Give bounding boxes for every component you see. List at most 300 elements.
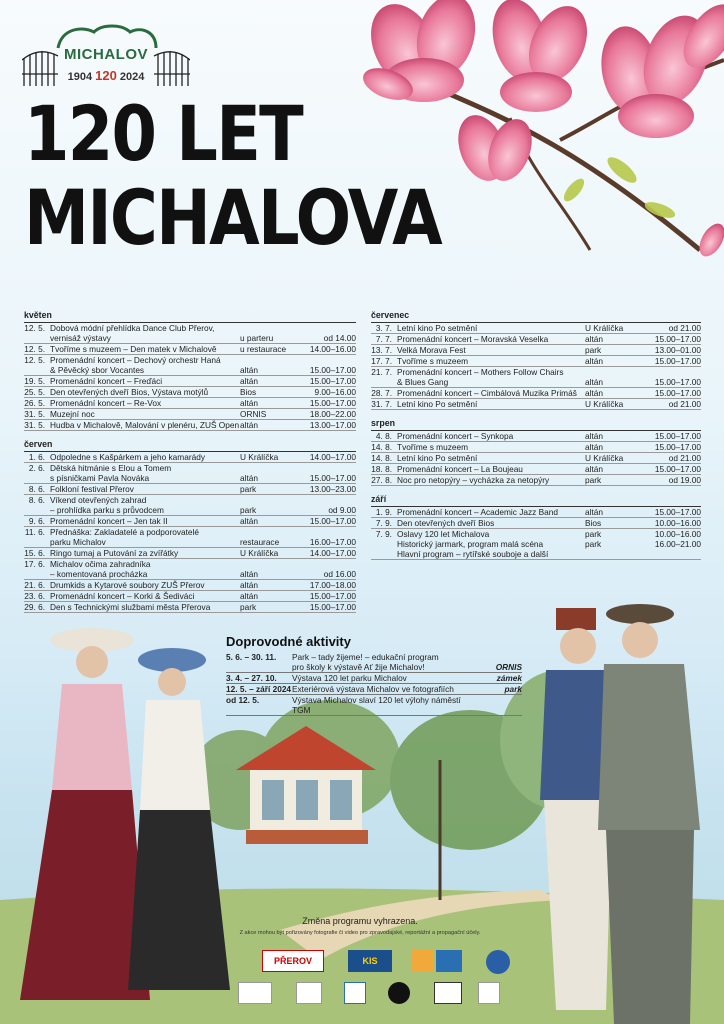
event-place-text: Bios (585, 518, 602, 528)
event-title (395, 453, 585, 463)
logo-year-start: 1904 (67, 71, 93, 83)
event-place (585, 529, 647, 559)
event-title-line: Michalov očima zahradníka (50, 559, 151, 569)
event-place (240, 420, 302, 430)
event-row (371, 442, 701, 453)
schedule-left (24, 308, 356, 613)
michalov-logo (22, 24, 190, 90)
event-place (585, 475, 647, 485)
event-date: 21. 6. (24, 580, 45, 590)
event-title-line: Tvoříme s muzeem – Den matek v Michalově (50, 344, 217, 354)
event-place (585, 334, 647, 344)
event-title (48, 484, 240, 494)
event-row (24, 409, 356, 420)
event-place-text: altán (240, 516, 258, 526)
event-place (240, 548, 302, 558)
event-title-line: Promenádní koncert – Re-Vox (50, 398, 162, 408)
event-place (240, 452, 302, 462)
spacer (302, 463, 356, 473)
event-place-text: altán (585, 388, 603, 398)
event-title-line: & Pěvěcký sbor Vocantes (50, 365, 145, 375)
event-date: 11. 6. (24, 527, 45, 537)
event-time-text: 9.00–16.00 (314, 387, 356, 397)
logo-year-mid: 120 (95, 68, 117, 83)
men-figures (540, 604, 700, 1024)
logo-year-end: 2024 (119, 71, 145, 83)
event-time (302, 420, 356, 430)
schedule-right (371, 308, 701, 560)
event-time (302, 548, 356, 558)
event-time-text: 16.00–17.00 (309, 537, 356, 547)
spacer (585, 367, 647, 377)
event-date: 8. 6. (28, 495, 45, 505)
event-row (371, 464, 701, 475)
event-row (24, 344, 356, 355)
event-time-text: 10.00–16.00 (654, 518, 701, 528)
month-heading: srpen (371, 418, 701, 431)
event-time (647, 453, 701, 463)
event-time-text: 14.00–17.00 (309, 548, 356, 558)
event-place-text: altán (240, 473, 258, 483)
event-place (240, 580, 302, 590)
event-time (647, 399, 701, 409)
poster-title (24, 89, 506, 262)
event-title (48, 495, 240, 515)
event-title (395, 356, 585, 366)
event-time (302, 387, 356, 397)
event-place (240, 495, 302, 515)
event-place (240, 409, 302, 419)
event-place (240, 516, 302, 526)
event-time (302, 516, 356, 526)
partner-logo-10 (434, 982, 462, 1004)
event-time (302, 376, 356, 386)
event-time (647, 367, 701, 387)
event-time-text: 15.00–17.00 (654, 507, 701, 517)
event-time (302, 580, 356, 590)
event-row (371, 367, 701, 388)
event-place-text: restaurace (240, 537, 280, 547)
event-time (302, 355, 356, 375)
program-change-note: Změna programu vyhrazena. (302, 916, 418, 926)
event-date: 4. 8. (375, 431, 392, 441)
event-title-line: Promenádní koncert – Synkopa (397, 431, 514, 441)
activity-row (226, 684, 522, 695)
event-title-line: & Blues Gang (397, 377, 449, 387)
event-title-line: Přednáška: Zakladatelé a podporovatelé (50, 527, 199, 537)
event-title-line: Den otevřených dveří Bios (397, 518, 495, 528)
activity-place (472, 684, 522, 694)
event-time (647, 507, 701, 517)
event-title-line: Dobová módní přehlídka Dance Club Přerov, (50, 323, 215, 333)
event-date: 1. 6. (28, 452, 45, 462)
event-time-text: od 14.00 (323, 333, 356, 343)
accompanying-list (226, 652, 522, 716)
event-title-line: Promenádní koncert – Academic Jazz Band (397, 507, 558, 517)
event-row (24, 420, 356, 431)
activity-title (292, 684, 472, 694)
event-time (647, 388, 701, 398)
accompanying-title: Doprovodné aktivity (226, 634, 351, 649)
event-place (585, 431, 647, 441)
event-row (24, 559, 356, 580)
event-time-text: 15.00–17.00 (654, 356, 701, 366)
event-row (371, 399, 701, 410)
event-time (647, 529, 701, 559)
event-place (240, 387, 302, 397)
event-title (48, 409, 240, 419)
event-title-line: Víkend otevřených zahrad (50, 495, 147, 505)
event-time-text: 15.00–17.00 (654, 464, 701, 474)
event-title-line: – komentovaná procházka (50, 569, 148, 579)
spacer (647, 367, 701, 377)
event-title-line: Velká Morava Fest (397, 345, 466, 355)
event-time-text: 13.00–17.00 (309, 420, 356, 430)
spacer (240, 463, 302, 473)
event-title-line: Dětská hitmánie s Elou a Tomem (50, 463, 172, 473)
partner-logo-8 (344, 982, 366, 1004)
activity-title-line: Exteriérová výstava Michalov ve fotografiích (292, 684, 454, 694)
event-time-text: 15.00–17.00 (654, 377, 701, 387)
event-title-line: Hudba v Michalově, Malování v plenéru, ZUŠ Open (50, 420, 240, 430)
event-time-text: 15.00–17.00 (654, 431, 701, 441)
activity-place-text: zámek (496, 673, 522, 683)
logo-name: MICHALOV (64, 46, 148, 63)
event-title (395, 507, 585, 517)
event-place-text: ORNIS (240, 409, 267, 419)
event-title (395, 431, 585, 441)
event-title-line: Folkloní festival Přerov (50, 484, 134, 494)
event-title-line: Historický jarmark, program malá scéna (397, 539, 544, 549)
activity-date: 12. 5. – září 2024 (226, 684, 292, 694)
partner-label: PŘEROV (273, 956, 312, 966)
event-time (302, 344, 356, 354)
event-time (647, 518, 701, 528)
event-place (585, 464, 647, 474)
month-heading: červenec (371, 310, 701, 323)
event-title-line: Promenádní koncert – Dechový orchestr Haná (50, 355, 221, 365)
event-row (24, 516, 356, 527)
event-title-line: Promenádní koncert – Jen tak II (50, 516, 168, 526)
event-date: 29. 6. (24, 602, 45, 612)
activity-place (472, 695, 522, 715)
event-row (24, 580, 356, 591)
event-time (647, 442, 701, 452)
event-row (371, 334, 701, 345)
event-place (585, 356, 647, 366)
event-place-text: park (240, 484, 257, 494)
spacer (302, 323, 356, 333)
event-title-line: Letní kino Po setmění (397, 323, 478, 333)
event-place-text: altán (585, 507, 603, 517)
event-time (647, 345, 701, 355)
event-place-text: U Králíčka (585, 399, 624, 409)
event-time-text: 15.00–17.00 (309, 602, 356, 612)
event-title-line: Promenádní koncert – La Boujeau (397, 464, 523, 474)
event-title (48, 398, 240, 408)
event-title (48, 548, 240, 558)
event-time-text: 14.00–16.00 (309, 344, 356, 354)
month-heading: květen (24, 310, 356, 323)
event-title (395, 529, 585, 559)
event-time (302, 398, 356, 408)
partner-logo-9 (388, 982, 410, 1004)
event-title (48, 452, 240, 462)
event-time-text: od 21.00 (668, 323, 701, 333)
event-row (24, 387, 356, 398)
month-heading: září (371, 494, 701, 507)
event-place (240, 398, 302, 408)
event-time-line: 10.00–16.00 (654, 529, 701, 539)
accompanying-activities (226, 634, 522, 716)
event-title (395, 518, 585, 528)
event-row (24, 376, 356, 387)
event-title-line: Hlavní program – rytířské souboje a další (397, 549, 549, 559)
event-title (395, 334, 585, 344)
event-title (395, 464, 585, 474)
event-title-line: Promenádní koncert – Cimbálová Muzika Primáš (397, 388, 577, 398)
event-place-text: park (240, 505, 257, 515)
event-date: 7. 9. (375, 529, 392, 539)
event-place-text: altán (240, 569, 258, 579)
event-time (647, 464, 701, 474)
spacer (302, 355, 356, 365)
event-row (371, 453, 701, 464)
event-title (48, 516, 240, 526)
event-place (240, 484, 302, 494)
event-date: 17. 6. (24, 559, 45, 569)
activity-place-text: park (504, 684, 522, 694)
activity-date: 3. 4. – 27. 10. (226, 673, 277, 683)
event-time (647, 431, 701, 441)
event-title (395, 367, 585, 387)
event-place-text: park (585, 475, 602, 485)
event-time (302, 495, 356, 515)
event-row (371, 431, 701, 442)
event-place-text: U Králíčka (585, 453, 624, 463)
event-title (48, 527, 240, 547)
event-title (48, 420, 240, 430)
event-place-text: u parteru (240, 333, 274, 343)
event-title (395, 442, 585, 452)
event-place-text: U Králíčka (585, 323, 624, 333)
event-title-line: Promenádní koncert – Moravská Veselka (397, 334, 549, 344)
activity-title-line: Výstava Michalov slaví 120 let výlohy náměstí TGM (292, 695, 461, 715)
event-date: 18. 8. (371, 464, 392, 474)
event-date: 2. 6. (28, 463, 45, 473)
event-date: 26. 5. (24, 398, 45, 408)
event-place-text: altán (585, 442, 603, 452)
event-date: 12. 5. (24, 344, 45, 354)
event-place (240, 527, 302, 547)
event-date: 14. 8. (371, 442, 392, 452)
event-date: 1. 9. (375, 507, 392, 517)
spacer (240, 355, 302, 365)
event-title (48, 355, 240, 375)
women-figures (20, 628, 230, 1000)
event-date: 28. 7. (371, 388, 392, 398)
event-place-text: u restaurace (240, 344, 287, 354)
event-title (48, 580, 240, 590)
event-title-line: Drumkids a Kytarové soubory ZUŠ Přerov (50, 580, 205, 590)
event-title (48, 559, 240, 579)
event-time-text: od 21.00 (668, 399, 701, 409)
event-date: 12. 5. (24, 323, 45, 333)
event-place (240, 376, 302, 386)
event-time (647, 356, 701, 366)
spacer (240, 527, 302, 537)
event-title-line: Muzejní noc (50, 409, 95, 419)
event-time-text: od 9.00 (328, 505, 356, 515)
event-row (371, 356, 701, 367)
event-row (24, 355, 356, 376)
event-title-line: – prohlídka parku s průvodcem (50, 505, 164, 515)
event-place (240, 559, 302, 579)
event-time-text: 13.00–01.00 (654, 345, 701, 355)
event-time-text: 15.00–17.00 (309, 516, 356, 526)
event-place-line: park (585, 529, 602, 539)
event-title (395, 323, 585, 333)
event-time (302, 409, 356, 419)
activity-title-line: Park – tady žijeme! – edukační program (292, 652, 439, 662)
event-time (302, 463, 356, 483)
event-time-text: 14.00–17.00 (309, 452, 356, 462)
logo-years (58, 68, 154, 83)
activity-title-line: Výstava 120 let parku Michalov (292, 673, 407, 683)
event-place (240, 355, 302, 375)
event-place-text: altán (240, 420, 258, 430)
event-place-line: park (585, 539, 602, 549)
month-heading: červen (24, 439, 356, 452)
event-row (24, 548, 356, 559)
event-row (24, 495, 356, 516)
event-title-line: Tvoříme s muzeem (397, 442, 468, 452)
event-time-text: 15.00–17.00 (309, 365, 356, 375)
event-time (647, 323, 701, 333)
event-title (48, 376, 240, 386)
event-time-text: 15.00–17.00 (654, 388, 701, 398)
event-date: 31. 5. (24, 409, 45, 419)
event-date: 25. 5. (24, 387, 45, 397)
event-row (371, 507, 701, 518)
title-line-1: 120 LET (24, 89, 303, 178)
event-title (395, 388, 585, 398)
event-time (302, 559, 356, 579)
event-title-line: Den otevřených dveří Bios, Výstava motýlů (50, 387, 209, 397)
event-place-text: altán (585, 431, 603, 441)
event-time (647, 334, 701, 344)
event-row (24, 398, 356, 409)
event-date: 7. 7. (375, 334, 392, 344)
activity-place-text: ORNIS (495, 662, 522, 672)
event-place (585, 345, 647, 355)
event-time (647, 475, 701, 485)
event-date: 23. 6. (24, 591, 45, 601)
event-time-text: 15.00–17.00 (309, 473, 356, 483)
event-place-text: altán (585, 377, 603, 387)
event-place-text: park (585, 345, 602, 355)
activity-title (292, 652, 472, 672)
event-title-line: Promenádní koncert – Freďáci (50, 376, 163, 386)
event-row (371, 345, 701, 356)
event-time-text: 18.00–22.00 (309, 409, 356, 419)
event-row (24, 484, 356, 495)
event-place-text: altán (240, 580, 258, 590)
event-place (585, 442, 647, 452)
event-place (585, 518, 647, 528)
event-place (585, 453, 647, 463)
event-date: 17. 7. (371, 356, 392, 366)
event-time (302, 452, 356, 462)
event-time-text: 15.00–17.00 (309, 398, 356, 408)
event-time-text: od 21.00 (668, 453, 701, 463)
event-date: 7. 9. (375, 518, 392, 528)
event-place-text: altán (585, 464, 603, 474)
event-title-line: Promenádní koncert – Mothers Follow Chairs (397, 367, 564, 377)
activity-title (292, 673, 472, 683)
title-line-2: MICHALOVA (24, 173, 441, 262)
event-place-text: altán (240, 398, 258, 408)
event-title (48, 344, 240, 354)
spacer (240, 559, 302, 569)
spacer (302, 527, 356, 537)
event-title-line: Letní kino Po setmění (397, 399, 478, 409)
spacer (240, 495, 302, 505)
event-title-line: vernisáž výstavy (50, 333, 111, 343)
event-date: 9. 6. (28, 516, 45, 526)
event-time (302, 527, 356, 547)
partner-logo-11 (478, 982, 500, 1004)
event-date: 14. 8. (371, 453, 392, 463)
event-row (24, 323, 356, 344)
partner-logos (238, 948, 518, 1012)
event-time-text: 15.00–17.00 (309, 591, 356, 601)
event-title (395, 399, 585, 409)
event-title-line: Tvoříme s muzeem (397, 356, 468, 366)
event-time (302, 323, 356, 343)
event-place-text: park (240, 602, 257, 612)
event-place-text: U Králíčka (240, 452, 279, 462)
event-time-text: od 19.00 (668, 475, 701, 485)
event-row (371, 475, 701, 486)
event-time-text: 17.00–18.00 (309, 580, 356, 590)
partner-logo-6 (238, 982, 272, 1004)
event-date: 31. 7. (371, 399, 392, 409)
event-title-line: Promenádní koncert – Korki & Šediváci (50, 591, 195, 601)
spacer (472, 652, 522, 662)
event-row (24, 527, 356, 548)
activity-title (292, 695, 472, 715)
event-date: 3. 7. (375, 323, 392, 333)
event-date: 19. 5. (24, 376, 45, 386)
event-title-line: parku Michalov (50, 537, 106, 547)
event-place-text: U Králíčka (240, 548, 279, 558)
event-title-line: Odpoledne s Kašpárkem a jeho kamarády (50, 452, 205, 462)
event-date: 12. 5. (24, 355, 45, 365)
event-place (585, 323, 647, 333)
event-place (585, 399, 647, 409)
event-title-line: s písničkami Pavla Nováka (50, 473, 150, 483)
spacer (302, 495, 356, 505)
event-time-line: 16.00–21.00 (654, 539, 701, 549)
event-time-text: 15.00–17.00 (654, 442, 701, 452)
activity-row (226, 695, 522, 716)
event-date: 8. 6. (28, 484, 45, 494)
event-date: 15. 6. (24, 548, 45, 558)
event-time-text: 13.00–23.00 (309, 484, 356, 494)
event-title (48, 463, 240, 483)
event-place (240, 344, 302, 354)
